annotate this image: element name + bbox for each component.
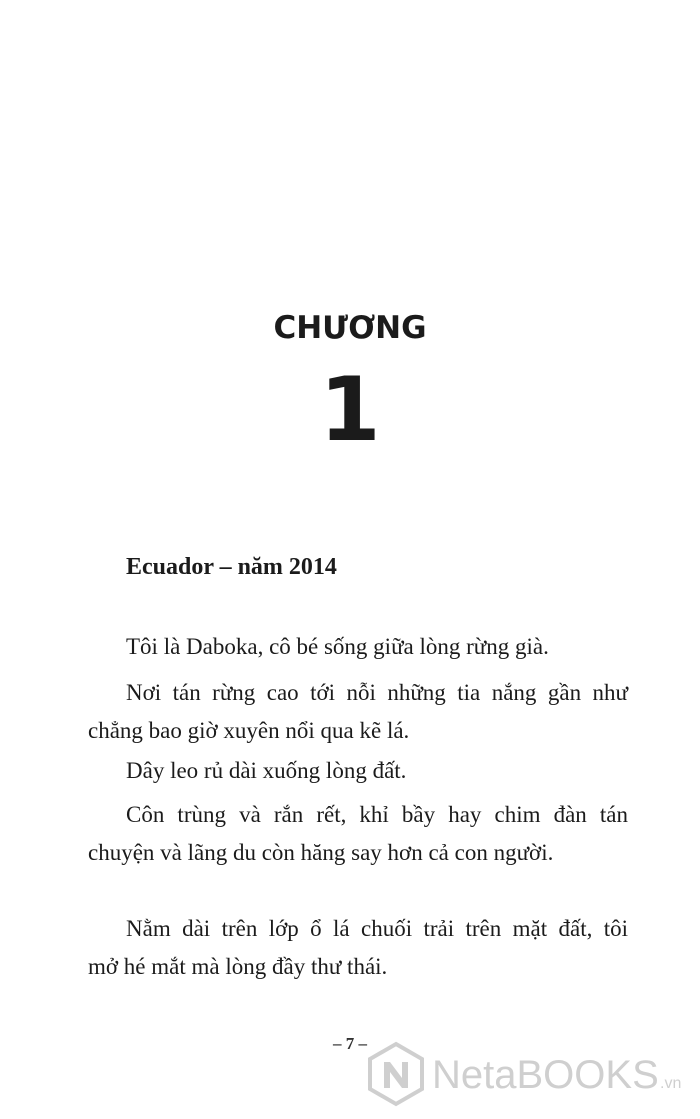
paragraph — [88, 674, 628, 750]
chapter-number: 1 — [319, 358, 381, 461]
page-number: – 7 – — [333, 1034, 367, 1053]
paragraph-line: Tôi là Daboka, cô bé sống giữa lòng rừng già. — [126, 634, 549, 659]
paragraph-line: mở hé mắt mà lòng đầy thư thái. — [88, 954, 388, 979]
paragraph — [88, 796, 628, 872]
paragraph-line: chuyện và lãng du còn hăng say hơn cả con người. — [88, 840, 554, 865]
chapter-label: CHƯƠNG — [273, 310, 427, 346]
paragraph — [88, 752, 628, 790]
paragraph — [88, 910, 628, 986]
watermark-suffix: .vn — [660, 1075, 682, 1092]
paragraph-line: Côn trùng và rắn rết, khỉ bầy hay chim đàn tán — [126, 802, 628, 827]
paragraph-line: chẳng bao giờ xuyên nổi qua kẽ lá. — [88, 718, 410, 743]
watermark-logo — [360, 1038, 700, 1108]
paragraph — [88, 628, 628, 666]
watermark-text: NetaBOOKS — [432, 1053, 659, 1097]
section-heading: Ecuador – năm 2014 — [126, 554, 337, 580]
netabooks-logo-icon — [360, 1038, 700, 1108]
paragraph-line: Dây leo rủ dài xuống lòng đất. — [126, 758, 407, 783]
paragraph-line: Nằm dài trên lớp ổ lá chuối trải trên mặt đất, tôi — [126, 916, 628, 941]
paragraph-line: Nơi tán rừng cao tới nỗi những tia nắng gần như — [126, 680, 628, 705]
